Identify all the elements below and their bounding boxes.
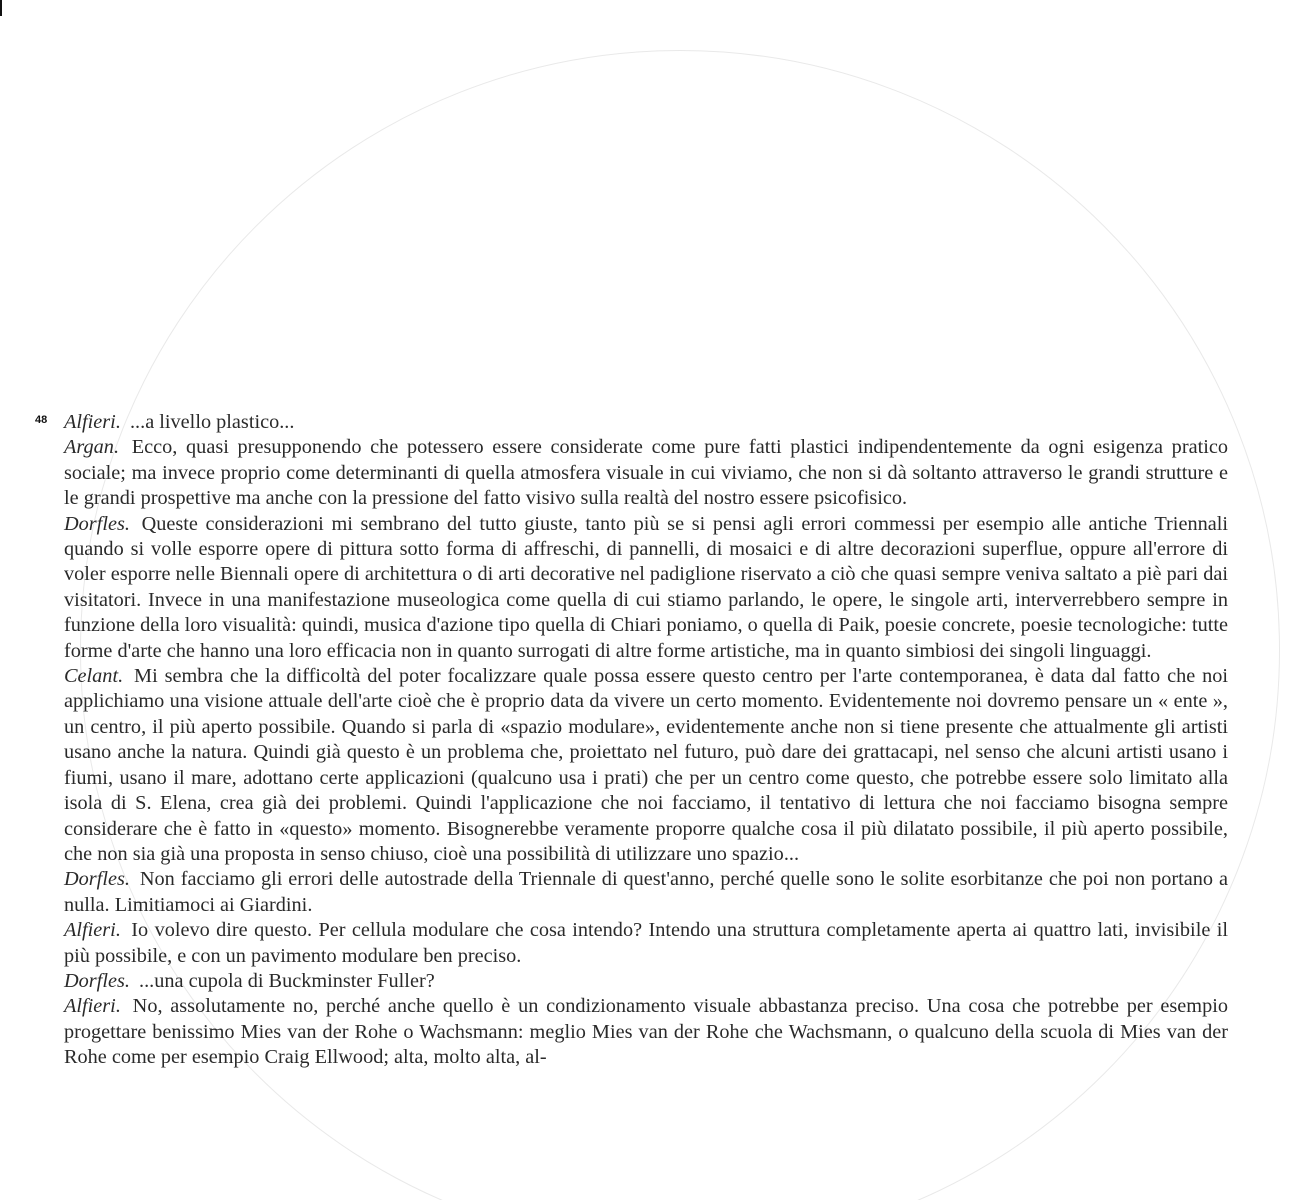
speaker-name: Dorfles. <box>64 969 130 992</box>
dialogue-paragraph <box>64 969 1228 994</box>
speaker-name: Celant. <box>64 665 124 688</box>
speaker-name: Dorfles. <box>64 512 130 535</box>
crop-mark <box>0 0 2 16</box>
dialogue-paragraph <box>64 994 1228 1070</box>
dialogue-paragraph <box>64 918 1228 969</box>
dialogue-paragraph <box>64 664 1228 867</box>
dialogue-paragraph <box>64 410 1228 435</box>
paragraph-text: Mi sembra che la difficoltà del poter focalizzare quale possa essere questo centro per l'arte contemporanea, è data dal fatto che noi applichiamo una visione attuale dell'arte cioè che è proprio data da vivere un certo momento. Evidentemente noi dovremo pensare un « ente », un centro, il più aperto possibile. Quando si parla di «spazio modulare», evidentemente anche non si tiene presente che attualmente gli artisti usano anche la natura. Quindi già questo è un problema che, proiettato nel futuro, può dare dei grattacapi, nel senso che alcuni artisti usano i fiumi, usano il mare, adottano certe applicazioni (qualcuno usa i prati) che per un centro come questo, che potrebbe essere solo limitato alla isola di S. Elena, crea già dei problemi. Quindi l'applicazione che noi facciamo, il tentativo di lettura che noi facciamo bisogna sempre considerare che è fatto in «questo» momento. Bisognerebbe veramente proporre qualche cosa il più dilatato possibile, il più aperto possibile, che non sia già una proposta in senso chiuso, cioè una possibilità di utilizzare uno spazio... <box>64 665 1228 865</box>
dialogue-paragraph <box>64 867 1228 918</box>
speaker-name: Dorfles. <box>64 868 130 891</box>
paragraph-text: ...una cupola di Buckminster Fuller? <box>139 969 435 992</box>
paragraph-text: Io volevo dire questo. Per cellula modulare che cosa intendo? Intendo una struttura completamente aperta ai quattro lati, invisibile il più possibile, e con un pavimento modulare ben preciso. <box>64 919 1228 967</box>
speaker-name: Argan. <box>64 436 120 459</box>
paragraph-text: Ecco, quasi presupponendo che potessero essere considerate come pure fatti plastici indipendentemente da ogni esigenza pratico sociale; ma invece proprio come determinanti di quella atmosfera visuale in cui viviamo, che non si dà soltanto attraverso le grandi strutture e le grandi prospettive ma anche con la pressione del fatto visivo sulla realtà del nostro essere psicofisico. <box>64 436 1228 510</box>
dialogue-paragraph <box>64 435 1228 511</box>
paragraph-text: Non facciamo gli errori delle autostrade della Triennale di quest'anno, perché quelle sono le solite esorbitanze che poi non portano a nulla. Limitiamoci ai Giardini. <box>64 868 1228 916</box>
speaker-name: Alfieri. <box>64 995 121 1018</box>
dialogue-paragraph <box>64 512 1228 664</box>
paragraph-text: Queste considerazioni mi sembrano del tutto giuste, tanto più se si pensi agli errori commessi per esempio alle antiche Triennali quando si volle esporre opere di pittura sotto forma di affreschi, di pannelli, di mosaici e di altre decorazioni superflue, oppure all'errore di voler esporre nelle Biennali opere di architettura o di arti decorative nel padiglione riservato a ciò che quasi sempre veniva saltato a piè pari dai visitatori. Invece in una manifestazione museologica come quella di cui stiamo parlando, le opere, le singole arti, interverrebbero sempre in funzione della loro visualità: quindi, musica d'azione tipo quella di Chiari poniamo, o quella di Paik, poesie concrete, poesie tecnologiche: tutte forme d'arte che hanno una loro efficacia non in quanto surrogati di altre forme artistiche, ma in quanto simbiosi dei singoli linguaggi. <box>64 512 1229 662</box>
speaker-name: Alfieri. <box>64 919 121 942</box>
speaker-name: Alfieri. <box>64 411 121 433</box>
dialogue-text <box>64 410 1228 1071</box>
paragraph-text: No, assolutamente no, perché anche quello è un condizionamento visuale abbastanza preciso. Una cosa che potrebbe per esempio progettare benissimo Mies van der Rohe o Wachsmann: meglio Mies van der Rohe che Wachsmann, o qualcuno della scuola di Mies van der Rohe come per esempio Craig Ellwood; alta, molto alta, al- <box>64 995 1228 1069</box>
page-number: 48 <box>35 414 48 426</box>
paragraph-text: ...a livello plastico... <box>129 411 295 433</box>
